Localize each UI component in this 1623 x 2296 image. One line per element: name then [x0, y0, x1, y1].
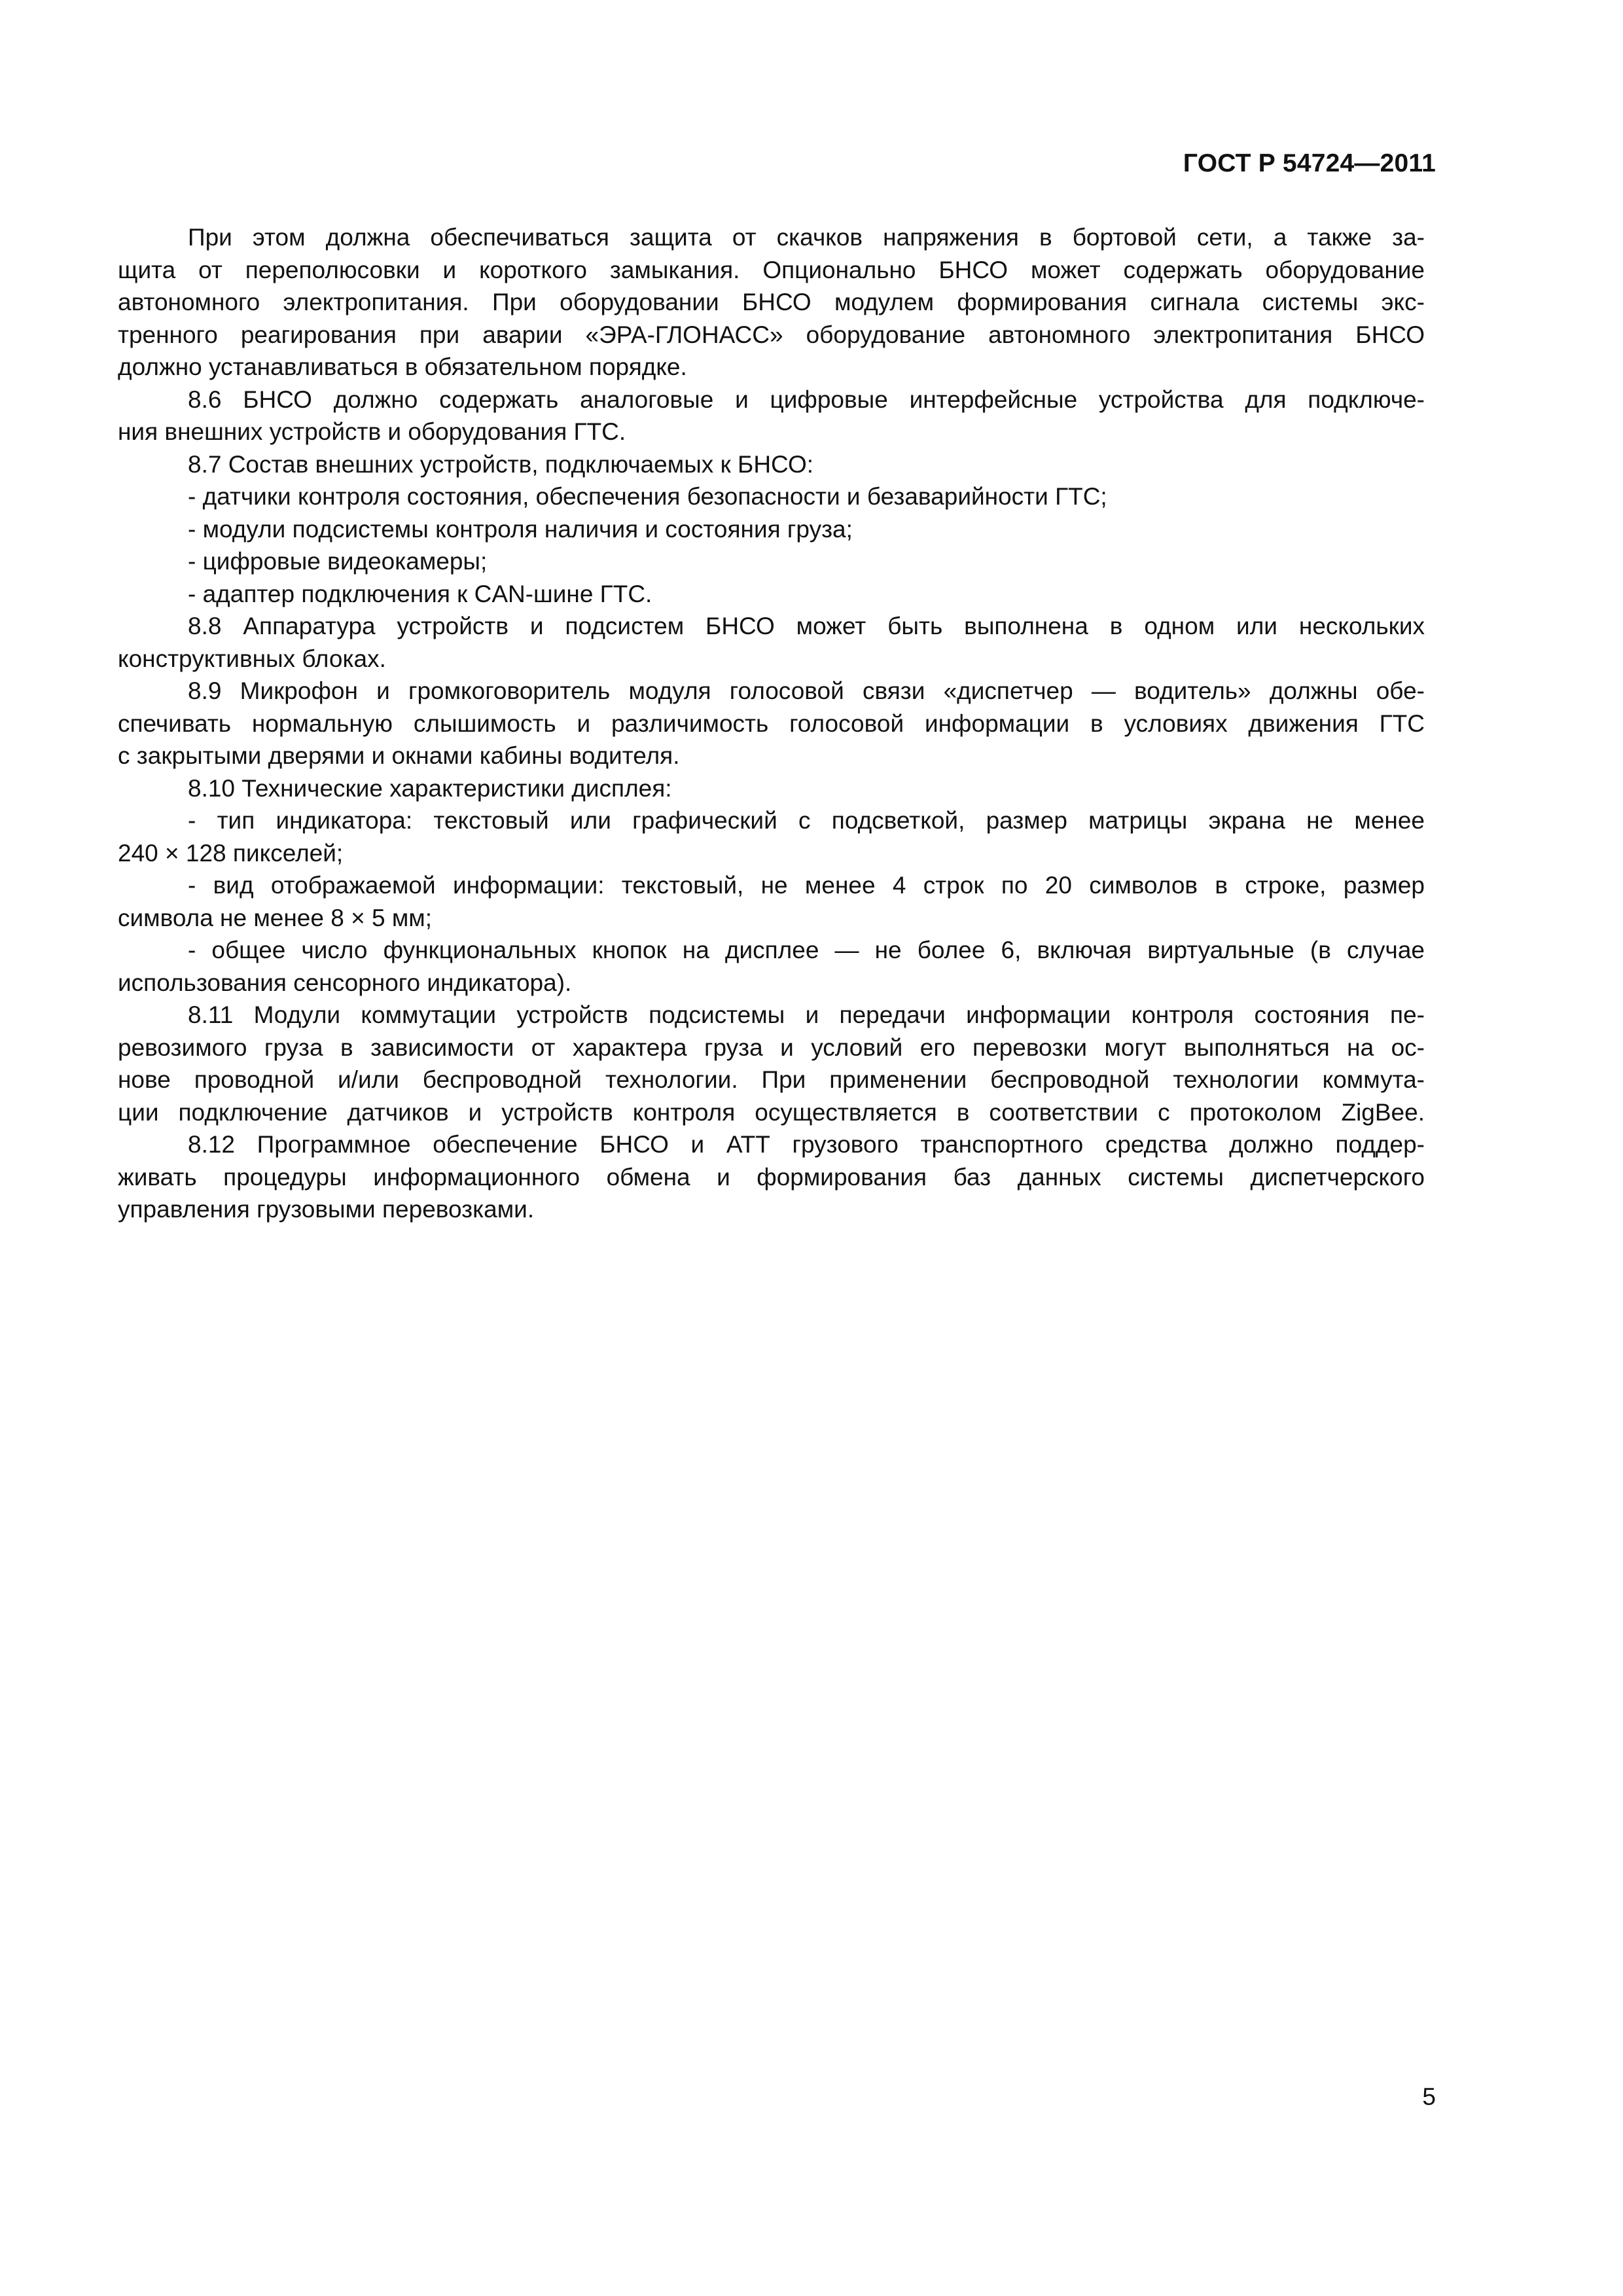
text-line: символа не менее 8 × 5 мм; — [118, 904, 432, 931]
text-line: 8.6 БНСО должно содержать аналоговые и цифровые интерфейсные устройства для подключе- — [188, 386, 1425, 413]
text-line: - адаптер подключения к CAN-шине ГТС. — [188, 580, 652, 607]
text-line: - датчики контроля состояния, обеспечения безопасности и безаварийности ГТС; — [188, 483, 1107, 510]
text-line: 8.11 Модули коммутации устройств подсистемы и передачи информации контроля состояния пе- — [188, 1001, 1425, 1028]
text-line: - общее число функциональных кнопок на дисплее — не более 6, включая виртуальные (в случае — [188, 937, 1425, 963]
document-body — [118, 221, 1425, 1226]
text-line: 8.7 Состав внешних устройств, подключаемых к БНСО: — [188, 450, 814, 478]
text-line: должно устанавливаться в обязательном порядке. — [118, 353, 687, 380]
text-line: спечивать нормальную слышимость и различимость голосовой информации в условиях движения ГТС — [118, 709, 1425, 737]
text-line: 8.9 Микрофон и громкоговоритель модуля голосовой связи «диспетчер — водитель» должны обе- — [188, 677, 1425, 704]
text-line: При этом должна обеспечиваться защита от скачков напряжения в бортовой сети, а также за- — [188, 224, 1425, 251]
document-code-header: ГОСТ Р 54724—2011 — [1183, 149, 1436, 177]
text-line: 8.12 Программное обеспечение БНСО и АТТ грузового транспортного средства должно поддер- — [188, 1131, 1425, 1158]
text-line: использования сенсорного индикатора). — [118, 969, 572, 996]
text-line: управления грузовыми перевозками. — [118, 1196, 535, 1223]
page-number: 5 — [1422, 2083, 1436, 2110]
text-line: - модули подсистемы контроля наличия и состояния груза; — [188, 515, 853, 543]
text-line: живать процедуры информационного обмена и формирования баз данных системы диспетчерского — [118, 1163, 1425, 1191]
text-line: - тип индикатора: текстовый или графический с подсветкой, размер матрицы экрана не менее — [188, 807, 1425, 834]
text-line: конструктивных блоках. — [118, 645, 386, 672]
text-line: автономного электропитания. При оборудовании БНСО модулем формирования сигнала системы экс- — [118, 289, 1425, 315]
text-line: с закрытыми дверями и окнами кабины водителя. — [118, 742, 680, 769]
text-line: ции подключение датчиков и устройств контроля осуществляется в соответствии с протоколом ZigBee. — [118, 1098, 1425, 1126]
text-line: - вид отображаемой информации: текстовый, не менее 4 строк по 20 символов в строке, размер — [188, 872, 1425, 899]
text-line: щита от переполюсовки и короткого замыкания. Опционально БНСО может содержать оборудование — [118, 256, 1425, 283]
text-line: ния внешних устройств и оборудования ГТС. — [118, 418, 626, 445]
text-line: 8.8 Аппаратура устройств и подсистем БНСО может быть выполнена в одном или нескольких — [188, 613, 1425, 639]
text-line: 240 × 128 пикселей; — [118, 839, 344, 867]
text-line: - цифровые видеокамеры; — [188, 548, 488, 575]
text-line: тренного реагирования при аварии «ЭРА-ГЛОНАСС» оборудование автономного электропитания БНСО — [118, 321, 1425, 348]
text-line: ревозимого груза в зависимости от характера груза и условий его перевозки могут выполняться на ос- — [118, 1033, 1425, 1061]
text-line: нове проводной и/или беспроводной технологии. При применении беспроводной технологии коммута- — [118, 1066, 1425, 1093]
text-line: 8.10 Технические характеристики дисплея: — [188, 774, 672, 802]
